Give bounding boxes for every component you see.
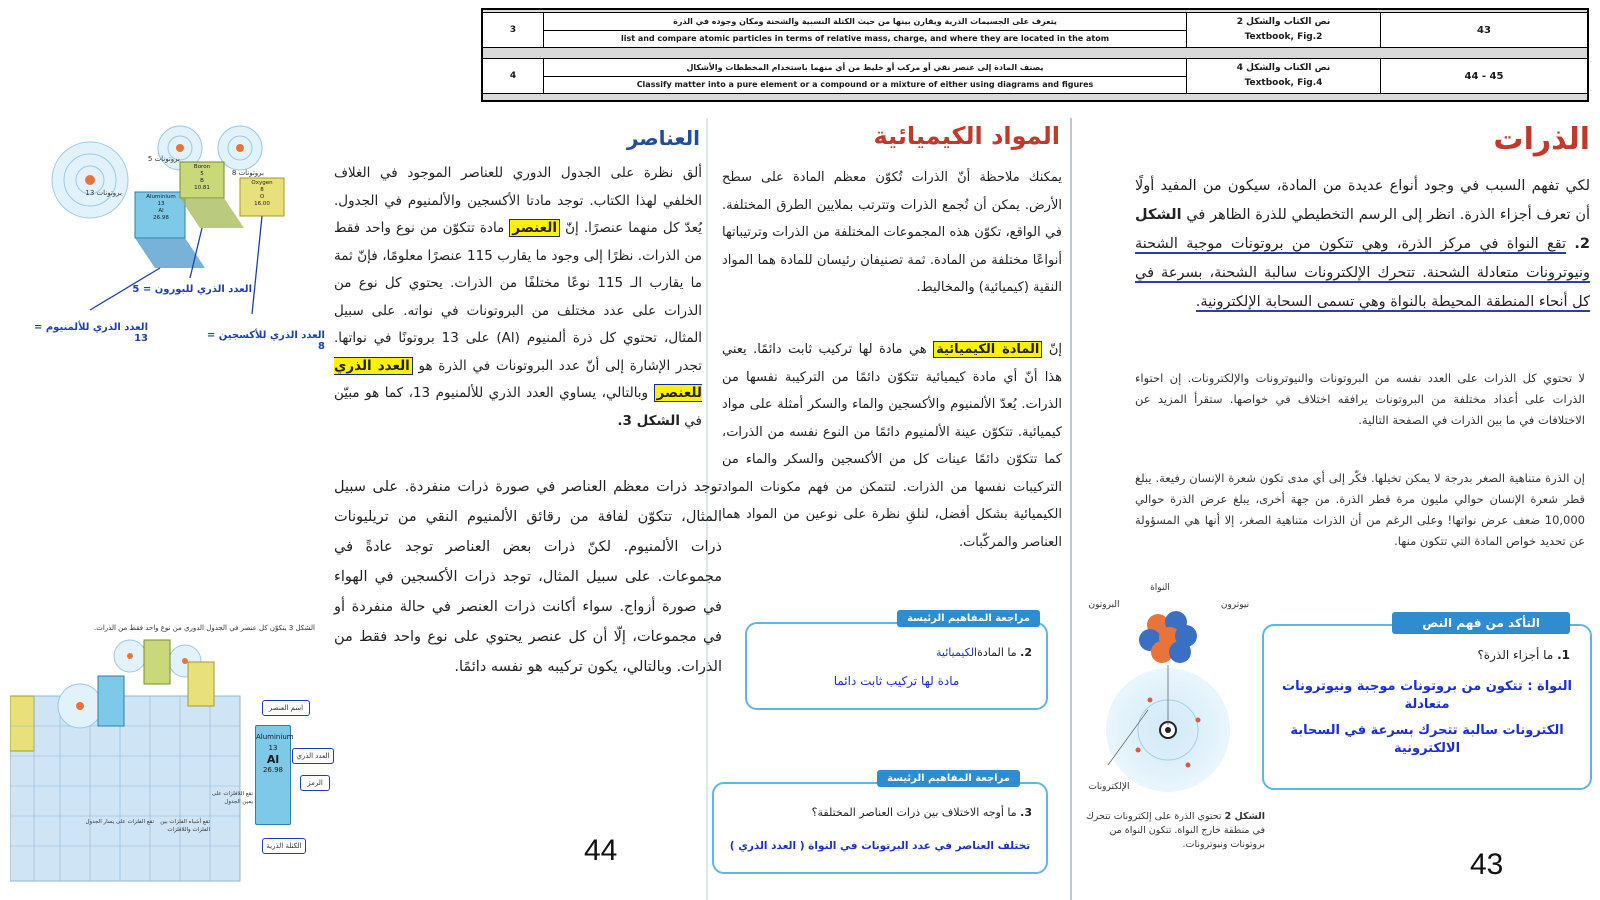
- elements-para1-end: وبالتالي، يساوي العدد الذري للألمنيوم 13، كما هو مبيّن في: [334, 385, 702, 429]
- nucleus-center: [1165, 727, 1171, 733]
- electron: [1136, 748, 1141, 753]
- atoms-paragraph-3: إن الذرة متناهية الصغر بدرجة لا يمكن تخيلها. فكّر إلى أي مدى تكون شعرة الإنسان رفيعة. يبلغ قطر شعرة الإنسان حوالي مليون مرة قطر الذرة. من جهة أخرى، يبلغ عرض الذرة حوالي 10,000 ضعف عرض نواتها! وعلى الرغم من أن الذرات متناهية الصغر، إلا أنها هي المسؤولة عن تحديد خواص المادة التي تتكون منها.: [1135, 471, 1585, 548]
- objective-source: [1187, 13, 1381, 47]
- review-answer-1: مادة لها تركيب ثابت دائما: [833, 674, 960, 688]
- source-ar: نص الكتاب والشكل 4: [1236, 63, 1331, 73]
- aluminium-tile-text: Aluminium 13 Al 26.98: [146, 194, 176, 221]
- review-number-1: 2.: [1020, 646, 1032, 659]
- source-en: Textbook, Fig.4: [1244, 78, 1323, 88]
- review-box-2: [712, 773, 1048, 874]
- nucleus-icon: [127, 653, 133, 659]
- boron-tile: [144, 640, 170, 684]
- objective-pages: 44 - 45: [1464, 70, 1504, 82]
- key-atomic-mass-label: الكتلة الذرية: [262, 838, 306, 854]
- term-chemical-substance: المادة الكيميائية: [933, 341, 1042, 358]
- label-neutron: نيوترون: [1220, 600, 1250, 610]
- label-boron-atomic-number: العدد الذري للبورون = 5: [132, 284, 252, 295]
- label-electrons: الإلكترونات: [1088, 782, 1130, 792]
- key-tile-mass: 26.98: [262, 766, 284, 774]
- check-understanding-tag: التأكد من فهم النص: [1392, 612, 1570, 634]
- page-number-44: 44: [584, 834, 618, 867]
- objectives-row-1: [483, 12, 1587, 48]
- figure-reference: الشكل 2.: [1135, 207, 1591, 252]
- page-number-43: 43: [1470, 848, 1504, 881]
- figure-3-reference: الشكل 3.: [617, 412, 680, 429]
- tile-shadow: [180, 198, 244, 228]
- check-question: [1280, 648, 1570, 662]
- key-tile-name: Aluminium: [256, 733, 294, 741]
- objective-pages: 43: [1477, 24, 1491, 36]
- electron: [1186, 763, 1191, 768]
- review-tag-2: مراجعة المفاهيم الرئيسة: [877, 770, 1020, 787]
- note-metalloids: تقع أشباه الفلزات بين الفلزات واللافلزات: [160, 819, 210, 833]
- review-number-2: 3.: [1020, 806, 1032, 819]
- boron-tile-text: Boron 5 B 10.81: [193, 164, 211, 191]
- label-proton: البروتون: [1088, 600, 1120, 610]
- objective-en: list and compare atomic particles in terms of relative mass, charge, and where they are located in the atom: [544, 30, 1186, 47]
- figure-2-text: تحتوي الذرة على إلكترونات تتحرك في منطقة خارج النواة. تتكون النواة من بروتونات ونيوترونات.: [1085, 811, 1265, 850]
- figure-3-caption: الشكل 3 يتكوّن كل عنصر في الجدول الدوري من نوع واحد فقط من الذرات.: [94, 624, 315, 632]
- elements-para1-start: ألق نظرة على الجدول الدوري للعناصر الموجود في الغلاف الخلفي لهذا الكتاب. توجد مادتا الأكسجين والألمنيوم في الجدول. يُعدّ كل منهما عنصرًا. إنّ: [334, 165, 702, 236]
- electron: [1196, 718, 1201, 723]
- label-oxygen-atomic-number: العدد الذري للأكسجين = 8: [206, 330, 325, 352]
- atoms-paragraph-1: [1135, 172, 1590, 317]
- chemicals-title: المواد الكيميائية: [873, 122, 1060, 150]
- elements-title: العناصر: [626, 126, 700, 150]
- objective-source: [1187, 59, 1381, 93]
- review-question-2-text: ما أوجه الاختلاف بين ذرات العناصر المختلفة؟: [811, 806, 1017, 819]
- oxygen-tile-text: Oxygen 8 O 16.00: [251, 180, 273, 207]
- source-ar: نص الكتاب والشكل 2: [1236, 17, 1331, 27]
- label-nucleus: النواة: [1150, 583, 1170, 593]
- electron: [1148, 698, 1153, 703]
- check-understanding-box: [1262, 616, 1592, 790]
- objective-ar: يتعرف على الجسيمات الذرية ويقارن بينها من حيث الكتلة النسبية والشحنة ومكان وجوده في الذرة: [673, 16, 1057, 26]
- page-divider: [1070, 118, 1072, 900]
- objective-description: [544, 13, 1187, 47]
- objective-description: [544, 59, 1187, 93]
- aluminium-tile: [98, 676, 124, 726]
- atom-diagram: [1078, 580, 1258, 800]
- key-tile-number: 13: [268, 744, 278, 752]
- review-question-1: [762, 646, 1032, 659]
- protons-5-label: بروتونات 5: [147, 155, 180, 163]
- check-answer-1: النواة : تتكون من بروتونات موجبة ونيوترونات متعادلة: [1282, 679, 1572, 712]
- nucleus-icon: [76, 702, 84, 710]
- elements-paragraph-1: [334, 160, 702, 435]
- figure-2-label: الشكل 2: [1224, 811, 1265, 822]
- aluminium-key-tile: [255, 725, 294, 825]
- objective-number: 4: [483, 59, 544, 93]
- atoms-paragraph-2: لا تحتوي كل الذرات على العدد نفسه من البروتونات والنيوترونات والإلكترونات. إن احتواء الذرات على أعداد مختلفة من البروتونات يرافقه اختلاف في خواصها. ستقرأ المزيد عن الاختلافات في ما بين الذرات في الصفحة التالية.: [1135, 371, 1585, 427]
- review-tag-1: مراجعة المفاهيم الرئيسة: [897, 610, 1040, 627]
- question-number: 1.: [1557, 648, 1570, 662]
- figure-2-caption: [1080, 810, 1265, 852]
- note-metals: تقع الفلزات على يسار الجدول: [85, 819, 154, 825]
- check-answer-2: الكترونات سالبة تتحرك بسرعة في السحابة الالكترونية: [1290, 723, 1564, 756]
- key-element-name-label: اسم العنصر: [262, 700, 310, 716]
- review-box-1: [745, 613, 1048, 710]
- atoms-para1-text: لكي تفهم السبب في وجود أنواع عديدة من المادة، سيكون من المفيد أولًا أن تعرف أجزاء الذرة. انظر إلى الرسم التخطيطي للذرة الظاهر في: [1135, 178, 1590, 223]
- nucleus-cluster: [1139, 611, 1197, 663]
- term-atomic-number: العدد الذري للعنصر: [334, 357, 702, 401]
- objective-number: 3: [483, 13, 544, 47]
- protons-13-label: بروتونات 13: [85, 189, 122, 197]
- nucleus-icon: [182, 658, 188, 664]
- review-question-1b: الكيميائية: [936, 646, 978, 659]
- periodic-table-grid: [10, 696, 240, 881]
- question-text: ما أجزاء الذرة؟: [1477, 648, 1554, 662]
- chemicals-para2-start: إنّ: [1048, 342, 1062, 357]
- term-element: العنصر: [509, 219, 560, 237]
- protons-8-label: بروتونات 8: [231, 169, 264, 177]
- chemicals-para2-rest: هي مادة لها تركيب ثابت دائمًا. يعني هذا أنّ أي مادة كيميائية تتكوّن دائمًا من التركيبة نفسها من الذرات. يُعدّ الألمنيوم والأكسجين والماء والسكر أمثلة على مواد كيميائية. تتكوّن عينة الألمنيوم دائمًا من النوع نفسه من الذرات، كما تتكوّن دائمًا عينات كل من الأكسجين والسكر والماء من التركيبات نفسها من الذرات. لتتمكن من فهم مكونات المواد الكيميائية بشكل أفضل، لنلقِ نظرة على نوعين من المواد هما العناصر والمركّبات.: [722, 342, 1062, 550]
- elements-para1-middle: مادة تتكوّن من نوع واحد فقط من الذرات. نظرًا إلى وجود ما يقارب 115 عنصرًا معلومًا، فإنّ ثمة ما يقارب الـ 115 نوعًا مختلفًا من الذرات. يحتوي كل نوع من الذرات على عدد مختلف من البروتونات في نواته. على سبيل المثال، تحتوي كل ذرة ألمنيوم (Al) على 13 بروتونًا في نواتها. تجدر الإشارة إلى أنّ عدد البروتونات في الذرة هو: [334, 220, 702, 374]
- tile-shadow: [135, 238, 205, 268]
- objective-ar: يصنف المادة إلى عنصر نقي أو مركب أو خليط من أي منهما باستخدام المخططات والأشكال: [686, 62, 1044, 72]
- periodic-table-figure: [10, 636, 255, 888]
- pointer-oxygen: [252, 216, 262, 314]
- oxygen-tile: [188, 662, 214, 706]
- key-symbol-label: الرمز: [300, 775, 330, 791]
- review-question-2: [732, 806, 1032, 819]
- atoms-title: الذرات: [1493, 122, 1590, 157]
- atomic-number-figure: [30, 118, 330, 338]
- objectives-row-2: [483, 58, 1587, 94]
- atoms-para1-underlined: تقع النواة في مركز الذرة، وهي تتكون من بروتونات موجبة الشحنة ونيوترونات متعادلة الشحنة. تتحرك الإلكترونات سالبة الشحنة، بسرعة في كل أنحاء المنطقة المحيطة بالنواة وهي تسمى السحابة الإلكترونية.: [1135, 236, 1590, 310]
- review-answer-2: تختلف العناصر في عدد البرتونات في النواة ( العدد الذري ): [729, 840, 1031, 852]
- key-tile-symbol: Al: [266, 753, 280, 766]
- elements-paragraph-2: توجد ذرات معظم العناصر في صورة ذرات منفردة. على سبيل المثال، تتكوّن لفافة من رقائق الألمنيوم النقي من تريليونات ذرات الألمنيوم. لكنّ ذرات بعض العناصر توجد عادةً في مجموعات. على سبيل المثال، توجد ذرات الأكسجين في الهواء في صورة أزواج. سواء أكانت ذرات العنصر في حالة منفردة أو في مجموعات، إلّا أن كل عنصر يحتوي على نوع واحد فقط من الذرات. وبالتالي، يكون تركيبه هو نفسه دائمًا.: [334, 479, 722, 675]
- label-aluminium-atomic-number: العدد الذري للألمنيوم = 13: [33, 322, 148, 344]
- atom-aluminium-icon: [52, 142, 128, 218]
- chemicals-paragraph-1: يمكنك ملاحظة أنّ الذرات تُكوّن معظم المادة على سطح الأرض. يمكن أن تُجمع الذرات وتترتب بملايين الطرق المختلفة. في الواقع، تكوّن هذه المجموعات المختلفة من الذرات وترتيباتها أنواعًا مختلفة من المادة. ثمة تصنيفان رئيسان للمادة هما المواد النقية (كيميائية) والمخاليط.: [722, 170, 1062, 295]
- source-en: Textbook, Fig.2: [1244, 32, 1323, 42]
- review-question-1a: ما المادة: [977, 646, 1017, 659]
- chemicals-paragraph-2: [722, 336, 1062, 556]
- key-atomic-number-label: العدد الذري: [292, 748, 334, 764]
- objective-en: Classify matter into a pure element or a compound or a mixture of either using diagrams and figures: [544, 76, 1186, 93]
- atom-oxygen-icon: [218, 126, 262, 170]
- objectives-table: [481, 8, 1589, 102]
- note-nonmetals: تقع اللافلزات على يمين الجدول: [211, 791, 253, 805]
